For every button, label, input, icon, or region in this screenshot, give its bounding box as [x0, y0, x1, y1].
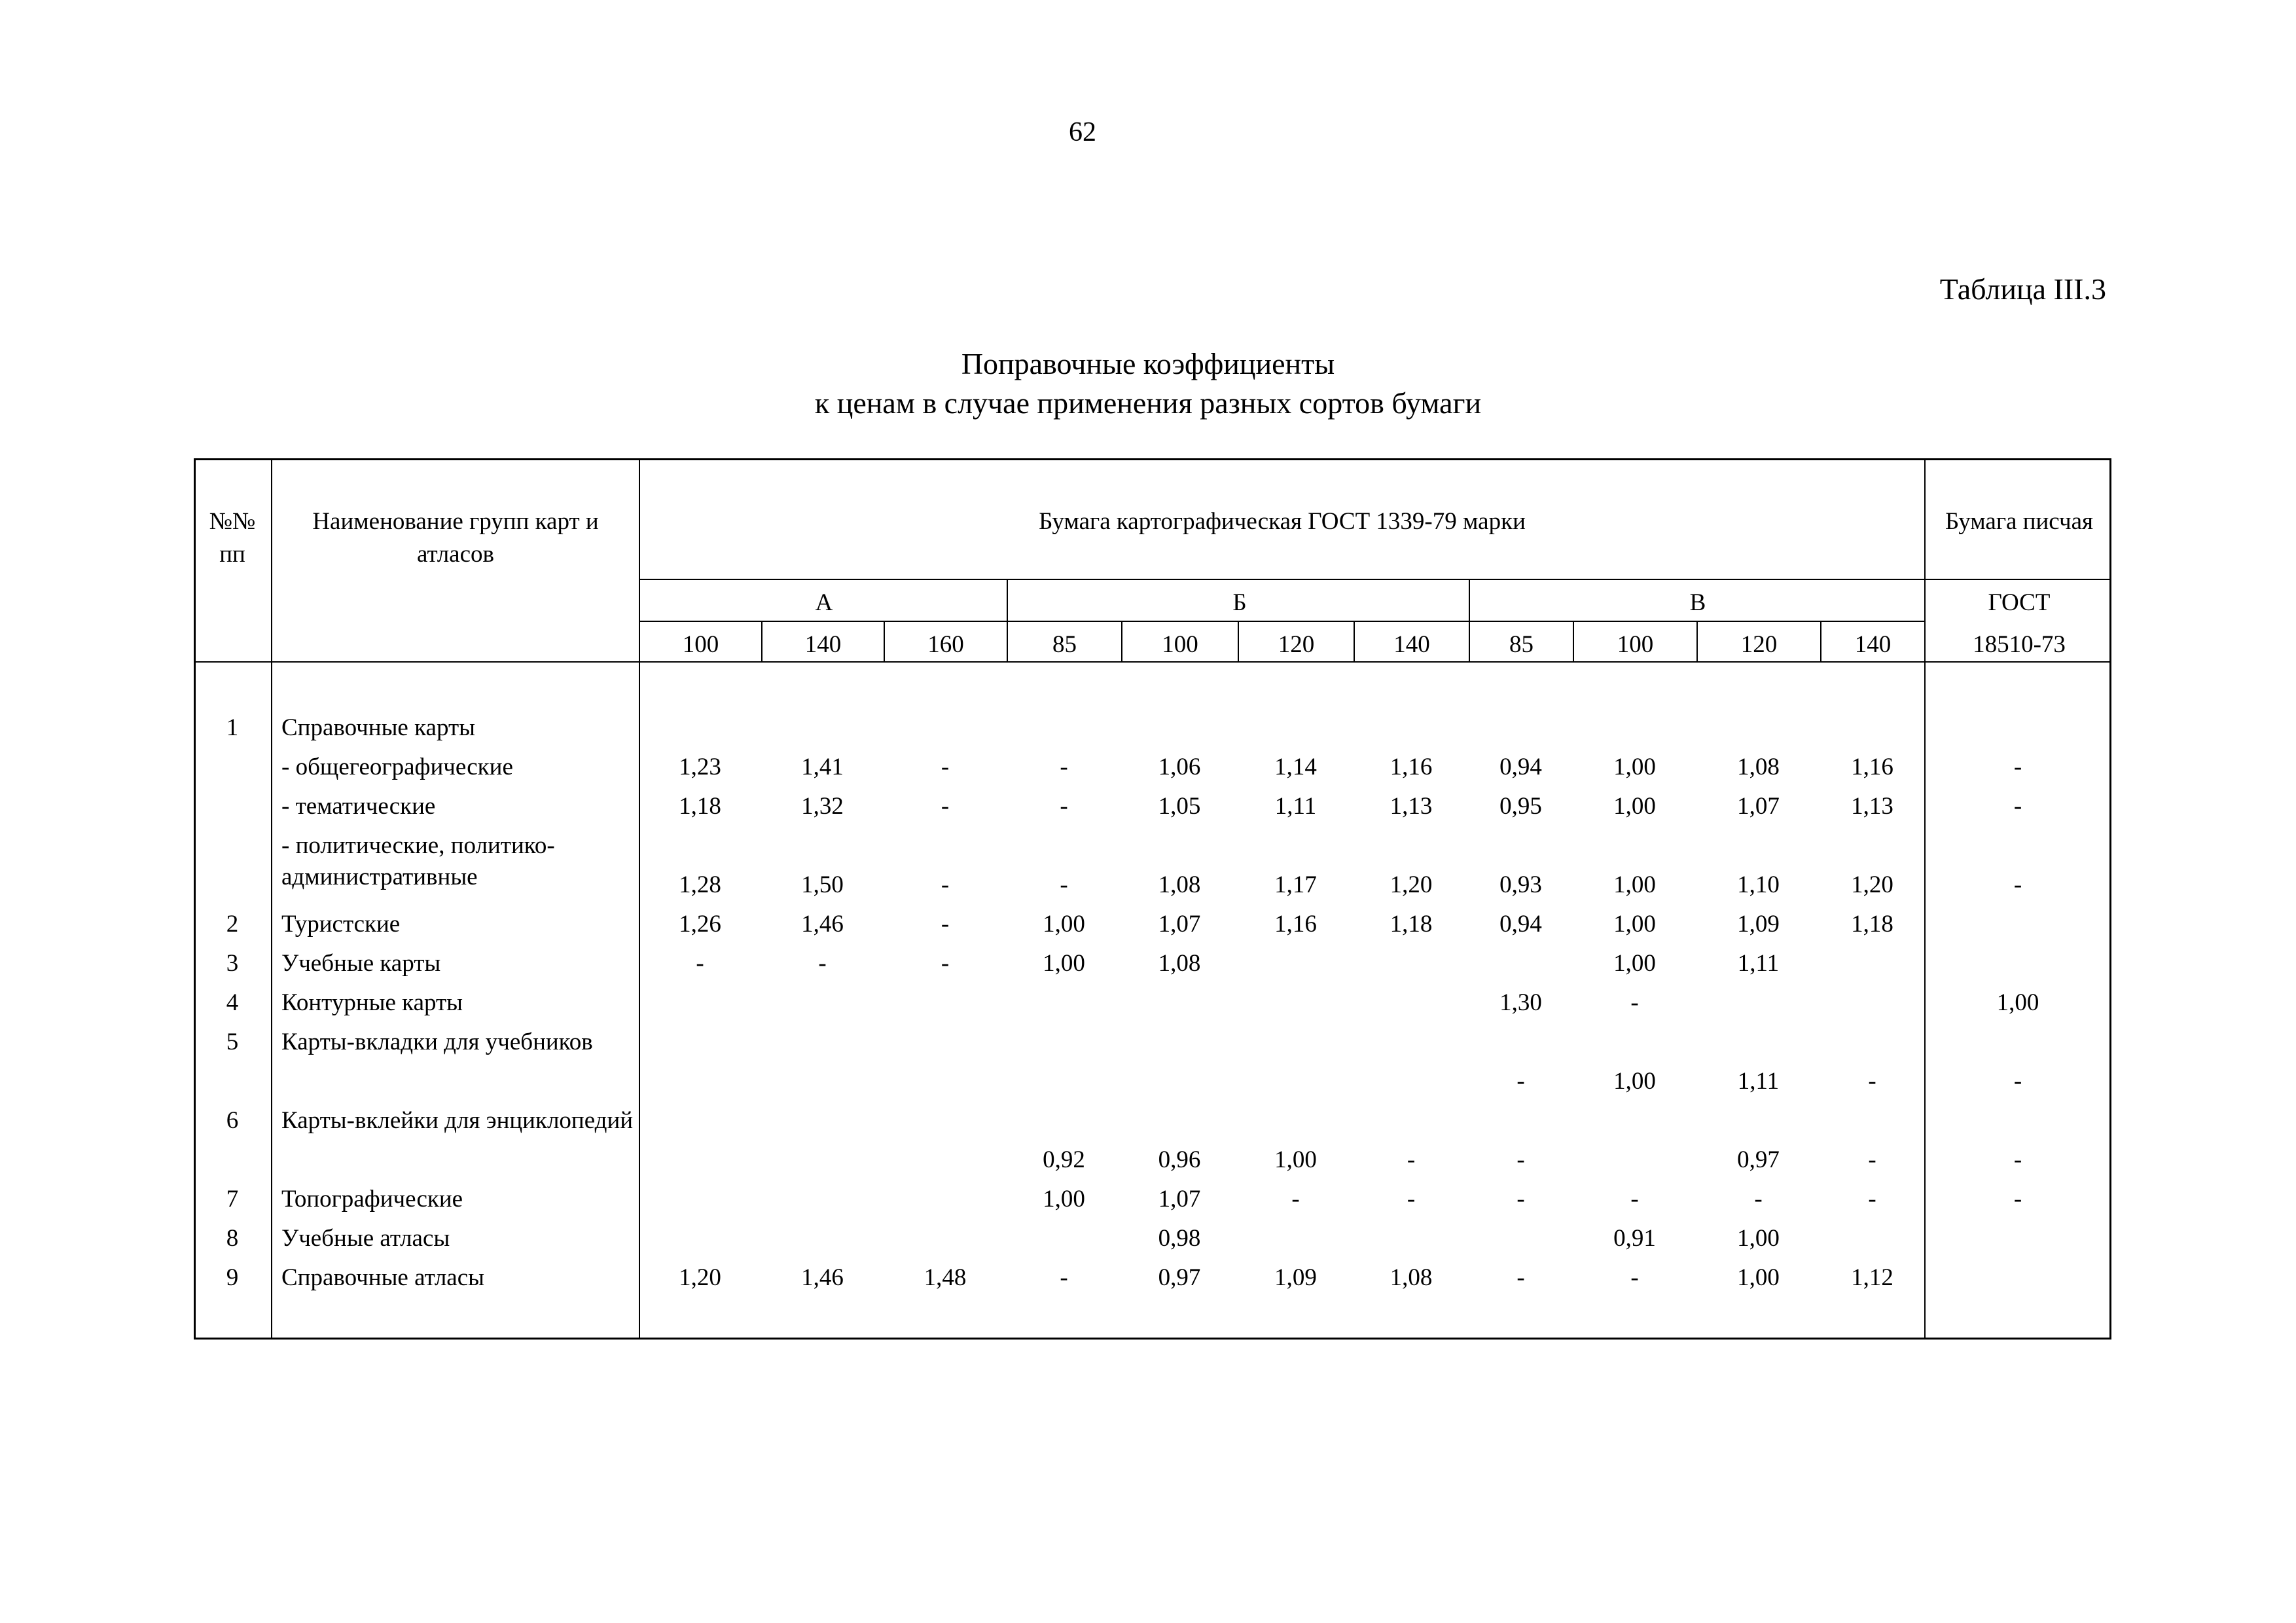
table-cell: 1,00	[1737, 1225, 1780, 1252]
row-number: 2	[226, 911, 239, 938]
table-cell: 1,18	[679, 793, 721, 820]
density-cell: 85	[1052, 631, 1077, 658]
table-cell: 1,20	[679, 1264, 721, 1291]
table-cell: 1,00	[1613, 754, 1656, 780]
header-grade-v: В	[1689, 589, 1706, 616]
table-cell: -	[1060, 754, 1068, 780]
row-number: 8	[226, 1225, 239, 1252]
table-cell: 1,09	[1274, 1264, 1317, 1291]
table-cell: 1,07	[1158, 911, 1201, 938]
table-cell: -	[2013, 871, 2022, 898]
row-number: 4	[226, 989, 239, 1016]
header-bottom-divider	[194, 661, 2111, 663]
table-cell: -	[2013, 793, 2022, 820]
table-cell: -	[941, 793, 950, 820]
density-cell: 140	[1393, 631, 1430, 658]
table-cell: -	[1630, 989, 1639, 1016]
table-cell: -	[941, 754, 950, 780]
row-number: 3	[226, 950, 239, 977]
row-divider	[639, 579, 1924, 580]
table-cell: 0,94	[1499, 754, 1542, 780]
table-cell: 1,00	[1043, 950, 1085, 977]
table-cell: 1,08	[1158, 950, 1201, 977]
density-cell: 140	[804, 631, 842, 658]
table-cell: 1,00	[1043, 911, 1085, 938]
header-num: №№ пп	[209, 508, 256, 568]
row-name: Туристские	[281, 911, 401, 938]
row-name: - тематические	[281, 793, 436, 820]
density-cell: 100	[1162, 631, 1198, 658]
density-cell: 160	[927, 631, 964, 658]
table-cell: -	[696, 950, 704, 977]
table-cell: 1,00	[1737, 1264, 1780, 1291]
table-cell: 1,28	[679, 871, 721, 898]
table-cell: 1,10	[1737, 871, 1780, 898]
table-cell: -	[2013, 1186, 2022, 1213]
table-cell: -	[1060, 871, 1068, 898]
table-cell: 1,00	[1613, 911, 1656, 938]
table-cell: 1,17	[1274, 871, 1317, 898]
table-cell: 0,94	[1499, 911, 1542, 938]
table-cell: 1,46	[801, 1264, 844, 1291]
table-cell: 1,18	[1390, 911, 1433, 938]
row-name: Справочные атласы	[281, 1264, 484, 1291]
table-cell: -	[1516, 1264, 1525, 1291]
header-gost-label: ГОСТ	[1988, 589, 2051, 616]
header-name: Наименование групп карт и атласов	[312, 508, 599, 568]
table-cell: -	[818, 950, 827, 977]
table-cell: 0,97	[1737, 1146, 1780, 1173]
table-cell: 1,13	[1390, 793, 1433, 820]
row-name: Учебные атласы	[281, 1225, 450, 1252]
table-cell: 1,07	[1737, 793, 1780, 820]
table-cell: 1,11	[1737, 1068, 1780, 1095]
density-cell: 120	[1740, 631, 1778, 658]
density-cell: 140	[1854, 631, 1892, 658]
table-cell: -	[1630, 1264, 1639, 1291]
table-cell: -	[941, 871, 950, 898]
table-cell: 1,00	[1996, 989, 2039, 1016]
header-writing-paper: Бумага писчая	[1945, 508, 2094, 535]
table-cell: -	[941, 911, 950, 938]
table-cell: 1,09	[1737, 911, 1780, 938]
table-cell: -	[1868, 1068, 1876, 1095]
table-cell: 1,00	[1613, 871, 1656, 898]
row-name: Карты-вклейки для энциклопедий	[281, 1107, 634, 1134]
density-cell: 100	[1617, 631, 1654, 658]
row-name: Топографические	[281, 1186, 463, 1213]
table-cell: -	[1630, 1186, 1639, 1213]
table-cell: 1,30	[1499, 989, 1542, 1016]
table-cell: -	[1407, 1186, 1416, 1213]
table-cell: 1,20	[1390, 871, 1433, 898]
table-cell: 0,96	[1158, 1146, 1201, 1173]
table-cell: 1,00	[1043, 1186, 1085, 1213]
table-cell: 0,95	[1499, 793, 1542, 820]
table-title-line-1: Поправочные коэффициенты	[961, 347, 1335, 380]
table-cell: 1,11	[1737, 950, 1780, 977]
table-cell: 1,16	[1274, 911, 1317, 938]
table-cell: -	[1868, 1186, 1876, 1213]
row-divider	[1924, 579, 2111, 580]
row-number: 5	[226, 1029, 239, 1055]
table-id: Таблица III.3	[1939, 272, 2106, 306]
table-cell: 1,12	[1851, 1264, 1893, 1291]
header-grade-b: Б	[1232, 589, 1247, 616]
table-cell: 0,91	[1613, 1225, 1656, 1252]
table-cell: -	[1060, 793, 1068, 820]
table-cell: 1,08	[1737, 754, 1780, 780]
table-cell: -	[1516, 1146, 1525, 1173]
table-cell: -	[1407, 1146, 1416, 1173]
table-cell: -	[2013, 1146, 2022, 1173]
row-name: - общегеографические	[281, 754, 513, 780]
table-cell: -	[1868, 1146, 1876, 1173]
table-cell: 0,98	[1158, 1225, 1201, 1252]
density-cell: 100	[682, 631, 719, 658]
row-name: Карты-вкладки для учебников	[281, 1029, 593, 1055]
table-cell: 1,08	[1158, 871, 1201, 898]
table-title-line-2: к ценам в случае применения разных сортов бумаги	[814, 386, 1482, 420]
table-cell: -	[1754, 1186, 1763, 1213]
table-cell: -	[1291, 1186, 1300, 1213]
table-cell: 1,41	[801, 754, 844, 780]
header-gost-number: 18510-73	[1973, 631, 2066, 658]
table-cell: 0,93	[1499, 871, 1542, 898]
page-number: 62	[1069, 117, 1096, 147]
table-cell: 1,23	[679, 754, 721, 780]
table-cell: 0,92	[1043, 1146, 1085, 1173]
table-cell: 1,32	[801, 793, 844, 820]
table-cell: 1,46	[801, 911, 844, 938]
table-cell: 1,18	[1851, 911, 1893, 938]
row-name: Справочные карты	[281, 714, 475, 741]
table-cell: 1,48	[924, 1264, 967, 1291]
table-cell: -	[1516, 1068, 1525, 1095]
table-cell: 1,50	[801, 871, 844, 898]
row-number: 9	[226, 1264, 239, 1291]
density-cell: 120	[1278, 631, 1315, 658]
table-cell: 1,08	[1390, 1264, 1433, 1291]
row-name: - политические, политико-административные	[281, 832, 555, 890]
table-cell: -	[2013, 754, 2022, 780]
table-cell: 1,13	[1851, 793, 1893, 820]
table-cell: 0,97	[1158, 1264, 1201, 1291]
table-cell: 1,05	[1158, 793, 1201, 820]
row-divider	[639, 621, 1924, 622]
row-number: 6	[226, 1107, 239, 1134]
table-cell: -	[1516, 1186, 1525, 1213]
table-cell: 1,00	[1613, 793, 1656, 820]
row-name: Учебные карты	[281, 950, 441, 977]
table-cell: 1,00	[1274, 1146, 1317, 1173]
table-cell: 1,26	[679, 911, 721, 938]
table-cell: -	[941, 950, 950, 977]
table-cell: 1,00	[1613, 950, 1656, 977]
table-cell: 1,16	[1390, 754, 1433, 780]
header-grade-a: А	[815, 589, 833, 616]
row-number: 7	[226, 1186, 239, 1213]
table-cell: 1,11	[1274, 793, 1317, 820]
table-cell: -	[2013, 1068, 2022, 1095]
table-cell: 1,07	[1158, 1186, 1201, 1213]
table-cell: 1,16	[1851, 754, 1893, 780]
table-cell: -	[1060, 1264, 1068, 1291]
row-number: 1	[226, 714, 239, 741]
table-cell: 1,06	[1158, 754, 1201, 780]
density-cell: 85	[1509, 631, 1534, 658]
table-cell: 1,14	[1274, 754, 1317, 780]
table-cell: 1,20	[1851, 871, 1893, 898]
header-cartographic-paper: Бумага картографическая ГОСТ 1339-79 марки	[1039, 508, 1526, 535]
table-cell: 1,00	[1613, 1068, 1656, 1095]
col-divider	[271, 458, 272, 1340]
row-name: Контурные карты	[281, 989, 463, 1016]
